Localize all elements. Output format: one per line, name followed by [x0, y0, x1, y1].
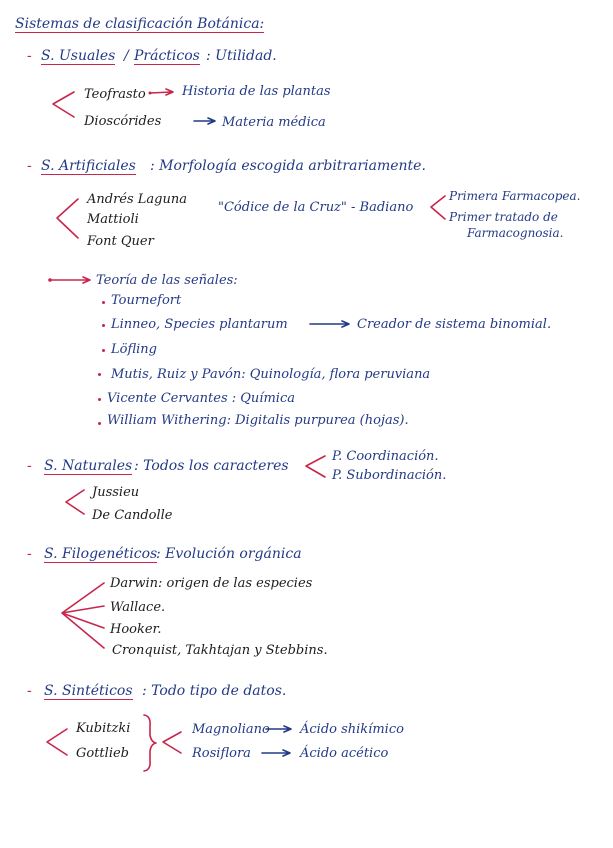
practicos-heading: Prácticos — [134, 48, 200, 64]
arrow-rosiflora — [262, 750, 290, 756]
author-jussieu: Jussieu — [92, 485, 140, 500]
artificiales-heading: S. Artificiales — [41, 158, 136, 174]
fan-filogeneticos — [62, 583, 104, 648]
codex-note-farmacopea: Primera Farmacopea. — [449, 189, 581, 203]
linneo-binomial: Creador de sistema binomial. — [357, 317, 552, 332]
naturales-dash: - — [27, 458, 32, 474]
signatures-heading: Teoría de las señales: — [96, 273, 238, 288]
signatures-item-mutis: Mutis, Ruiz y Pavón: Quinología, flora peruviana — [111, 367, 431, 382]
naturales-subordinacion: P. Subordinación. — [332, 468, 447, 483]
sinteticos-dash: - — [27, 683, 32, 699]
signatures-item-withering: William Withering: Digitalis purpurea (hojas). — [107, 413, 409, 428]
codex-note-farmacognosia: Farmacognosia. — [467, 226, 564, 240]
bracket-codex — [431, 196, 445, 219]
signatures-item-tournefort: Tournefort — [111, 293, 182, 308]
author-font-quer: Font Quer — [87, 234, 154, 249]
bullet — [102, 349, 105, 352]
author-kubitzki: Kubitzki — [76, 721, 131, 736]
arrow-teofrasto-tail — [149, 92, 152, 95]
bullet — [98, 398, 101, 401]
signatures-item-lofling: Löfling — [111, 342, 157, 357]
sinteticos-description: : Todo tipo de datos. — [142, 683, 287, 699]
filogeneticos-description: : Evolución orgánica — [156, 546, 302, 562]
acid-shikimico: Ácido shikímico — [300, 722, 404, 737]
usuales-description: : Utilidad. — [206, 48, 277, 64]
author-dioscorides: Dioscórides — [84, 114, 162, 129]
author-hooker: Hooker. — [110, 622, 162, 637]
arrow-teoria-tail — [48, 278, 52, 282]
acid-acetico: Ácido acético — [300, 746, 389, 761]
artificiales-description: : Morfología escogida arbitrariamente. — [150, 158, 426, 174]
curly-brace-sinteticos — [144, 715, 156, 771]
bracket-naturales-principles — [306, 456, 325, 477]
author-mattioli: Mattioli — [87, 212, 139, 227]
bracket-artificiales — [57, 199, 78, 238]
naturales-heading: S. Naturales — [44, 458, 133, 474]
usuales-dash: - — [27, 48, 32, 64]
usuales-slash: / — [124, 48, 129, 64]
bracket-naturales-authors — [66, 490, 84, 514]
bracket-sinteticos-groups — [163, 732, 181, 753]
bracket-sinteticos-authors — [47, 729, 67, 755]
author-teofrasto: Teofrasto — [84, 87, 146, 102]
work-materia-medica: Materia médica — [222, 115, 326, 130]
naturales-description: : Todos los caracteres — [134, 458, 289, 474]
bullet — [102, 301, 105, 304]
signatures-item-cervantes: Vicente Cervantes : Química — [107, 391, 295, 406]
naturales-coordinacion: P. Coordinación. — [332, 449, 439, 464]
arrow-dioscorides — [194, 118, 215, 124]
group-magnoliano: Magnoliano — [192, 722, 270, 737]
author-wallace: Wallace. — [110, 600, 166, 615]
bullet — [98, 373, 101, 376]
work-historia-plantas: Historia de las plantas — [182, 84, 331, 99]
codex-note-tratado: Primer tratado de — [449, 210, 558, 224]
usuales-heading: S. Usuales — [41, 48, 116, 64]
author-cronquist-takhtajan-stebbins: Cronquist, Takhtajan y Stebbins. — [112, 643, 328, 658]
arrow-linneo — [310, 321, 349, 327]
author-darwin: Darwin: origen de las especies — [110, 576, 313, 591]
arrow-teofrasto — [150, 89, 173, 95]
arrow-teoria — [50, 277, 90, 283]
group-rosiflora: Rosiflora — [192, 746, 251, 761]
filogeneticos-dash: - — [27, 546, 32, 562]
sinteticos-heading: S. Sintéticos — [44, 683, 133, 699]
bracket-usuales — [53, 92, 74, 117]
filogeneticos-heading: S. Filogenéticos — [44, 546, 158, 562]
signatures-item-linneo: Linneo, Species plantarum — [111, 317, 288, 332]
bullet — [98, 422, 101, 425]
author-andres-laguna: Andrés Laguna — [87, 192, 187, 207]
codice-de-la-cruz: "Códice de la Cruz" - Badiano — [218, 200, 414, 215]
page-title: Sistemas de clasificación Botánica: — [15, 16, 265, 32]
author-de-candolle: De Candolle — [92, 508, 173, 523]
bullet — [102, 324, 105, 327]
author-gottlieb: Gottlieb — [76, 746, 129, 761]
artificiales-dash: - — [27, 158, 32, 174]
